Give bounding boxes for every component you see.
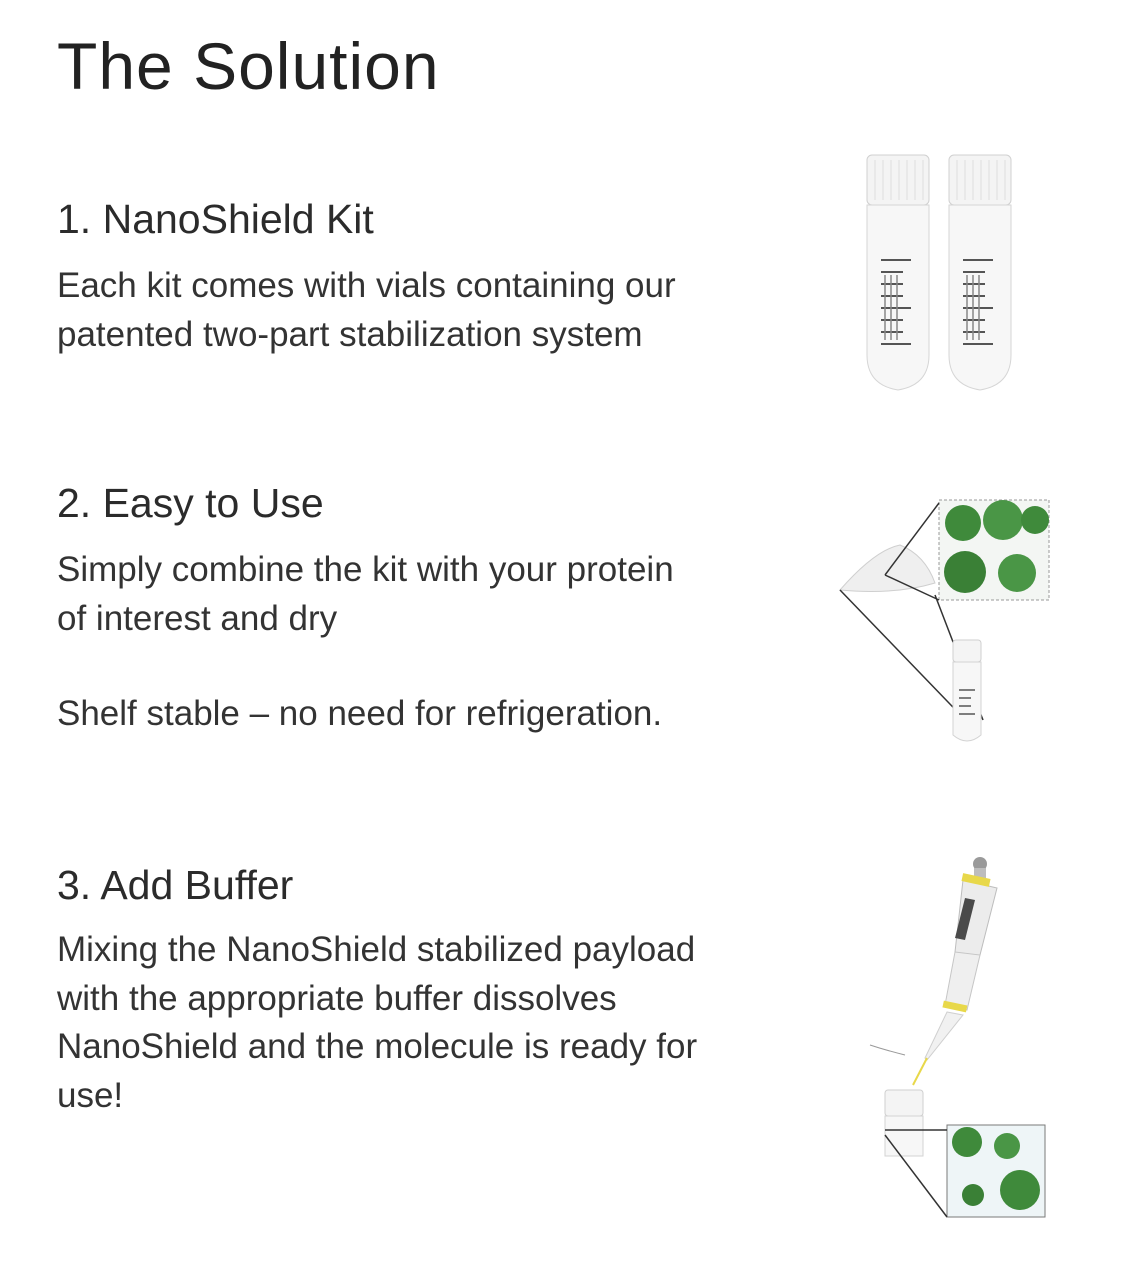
step-2-body: Simply combine the kit with your protein of interest and dry — [57, 550, 674, 638]
step-3-heading: 3. Add Buffer — [57, 862, 294, 908]
step-1-body: Each kit comes with vials containing our patented two-part stabilization system — [57, 266, 676, 354]
step-2-note: Shelf stable – no need for refrigeration. — [57, 694, 663, 733]
page-title: The Solution — [57, 29, 440, 103]
tube — [885, 1090, 923, 1156]
small-vial — [953, 640, 981, 741]
vial-right — [949, 155, 1011, 390]
powder-zoom-illustration — [835, 495, 1065, 755]
pipette-buffer-illustration — [855, 850, 1055, 1230]
vial-left — [867, 155, 929, 390]
step-2-heading: 2. Easy to Use — [57, 480, 324, 526]
step-1-heading: 1. NanoShield Kit — [57, 196, 374, 242]
vials-illustration — [855, 150, 1025, 400]
step-3-body: Mixing the NanoShield stabilized payload with the appropriate buffer dissolves NanoShield and the molecule is ready for use! — [57, 930, 698, 1115]
pipette-icon — [913, 857, 997, 1085]
